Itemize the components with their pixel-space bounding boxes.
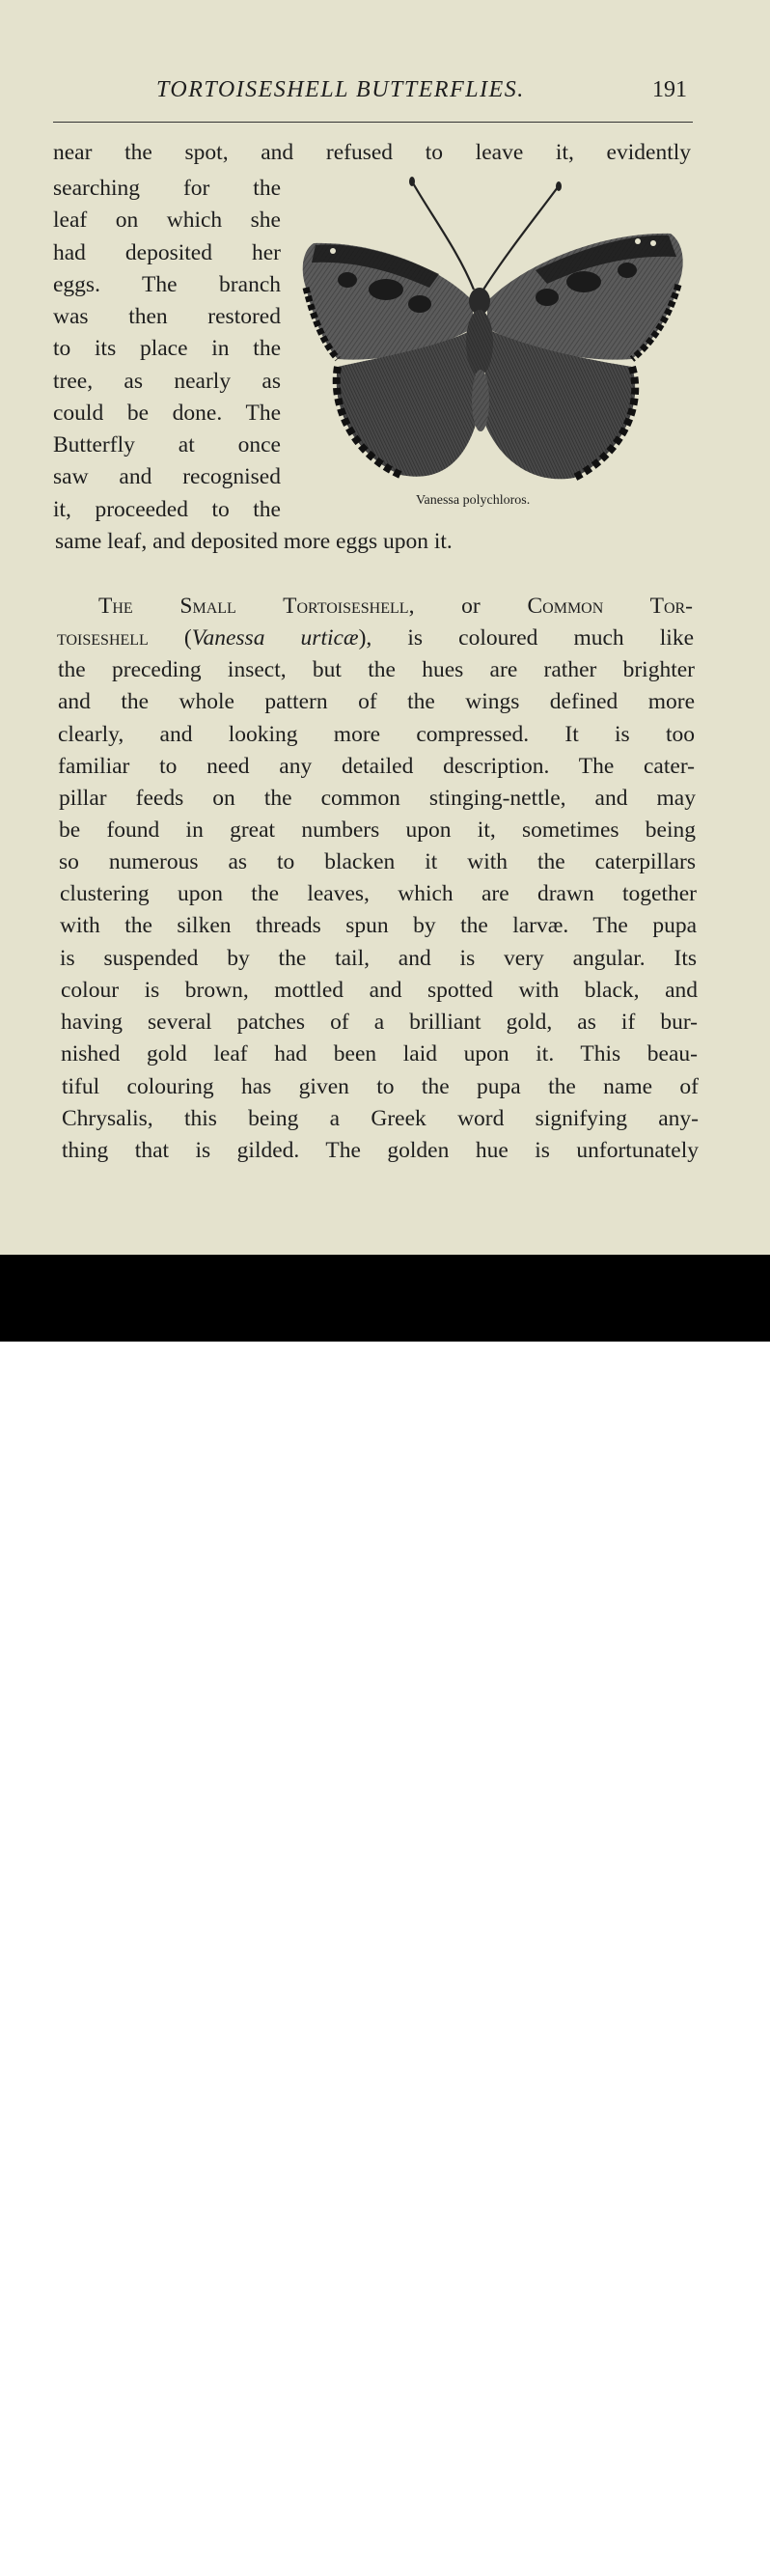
text-line: same leaf, and deposited more eggs upon it. <box>55 529 453 554</box>
text-fragment: , or <box>408 594 528 619</box>
image-id: W452BA <box>652 2531 724 2550</box>
header-rule <box>53 122 693 123</box>
text-line: Chrysalis, this being a Greek word signifying any- <box>62 1106 699 1131</box>
text-line: tiful colouring has given to the pupa the name of <box>62 1074 699 1099</box>
text-line: had deposited her <box>53 240 281 265</box>
latin-name: Vanessa urticæ <box>191 625 359 651</box>
text-line: nished gold leaf had been laid upon it. This beau- <box>61 1041 698 1066</box>
text-line: with the silken threads spun by the larvæ. The pupa <box>60 913 697 938</box>
small-caps-text: toiseshell <box>57 625 149 651</box>
butterfly-illustration <box>294 174 692 487</box>
text-line: tree, as nearly as <box>53 369 281 394</box>
site-url: www.alamy.com <box>590 2556 724 2575</box>
page-number: 191 <box>652 77 687 102</box>
text-line: is suspended by the tail, and is very angular. Its <box>60 946 697 971</box>
text-line <box>57 623 694 652</box>
text-line: pillar feeds on the common stinging-nettle, and may <box>59 786 696 811</box>
running-header-title: TORTOISESHELL BUTTERFLIES. <box>156 77 525 102</box>
text-line: it, proceeded to the <box>53 497 281 522</box>
text-line: the preceding insect, but the hues are rather brighter <box>58 657 695 682</box>
text-line: leaf on which she <box>53 208 281 233</box>
text-line: having several patches of a brilliant gold, as if bur- <box>61 1010 698 1035</box>
text-line: be found in great numbers upon it, sometimes being <box>59 817 696 843</box>
text-line: searching for the <box>53 176 281 201</box>
small-caps-text: The Small Tortoiseshell <box>98 594 409 619</box>
text-line: could be done. The <box>53 401 281 426</box>
text-line: eggs. The branch <box>53 272 281 297</box>
text-line: and the whole pattern of the wings defined more <box>58 689 695 714</box>
text-line <box>98 592 693 621</box>
text-line: saw and recognised <box>53 464 281 489</box>
small-caps-text: Common Tor- <box>527 594 693 619</box>
text-line: was then restored <box>53 304 281 329</box>
text-fragment: ), is coloured much like <box>358 625 695 651</box>
text-line: clustering upon the leaves, which are drawn together <box>60 881 697 906</box>
watermark-footer <box>0 1255 770 2575</box>
text-line: familiar to need any detailed description. The cater- <box>58 754 695 779</box>
text-line: near the spot, and refused to leave it, evidently <box>53 140 691 165</box>
text-fragment: ( <box>148 625 192 651</box>
alamy-logo: alamy <box>48 2521 162 2568</box>
text-line: to its place in the <box>53 336 281 361</box>
text-line: so numerous as to blacken it with the caterpillars <box>59 849 696 874</box>
text-line: Butterfly at once <box>53 432 281 457</box>
book-page <box>0 0 770 1255</box>
text-line: clearly, and looking more compressed. It is too <box>58 722 695 747</box>
text-line: thing that is gilded. The golden hue is unfortunately <box>62 1138 699 1163</box>
text-line: colour is brown, mottled and spotted with black, and <box>61 978 698 1003</box>
figure-caption: Vanessa polychloros. <box>416 493 531 508</box>
